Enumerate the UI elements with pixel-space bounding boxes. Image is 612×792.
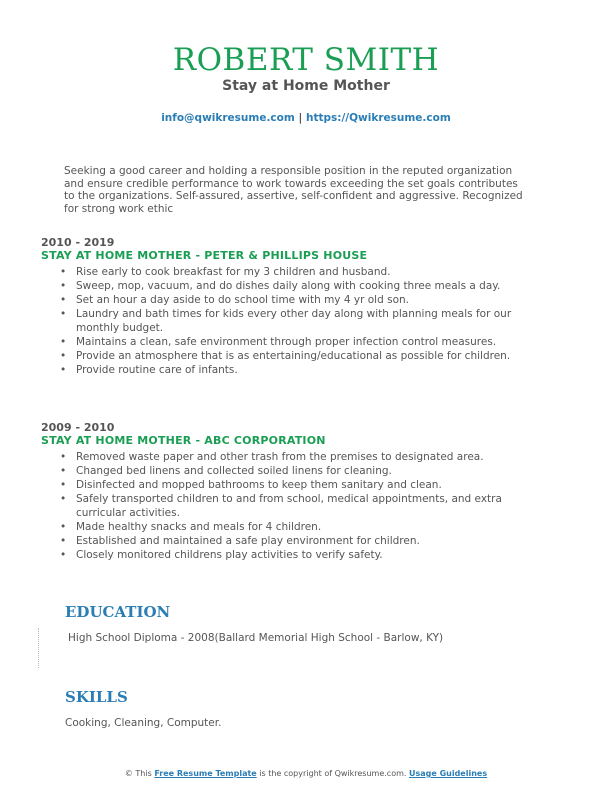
footer	[0, 769, 612, 778]
footer-prefix: © This	[124, 769, 152, 778]
email-link[interactable]: info@qwikresume.com	[161, 112, 295, 124]
contact-separator: |	[298, 112, 303, 124]
bullet-item: • Rise early to cook breakfast for my 3 children and husband.	[76, 265, 526, 279]
skills-heading: SKILLS	[65, 688, 128, 706]
experience-entry-2	[41, 421, 541, 562]
footer-copyright: is the copyright of Qwikresume.com.	[259, 769, 407, 778]
bullet-item: • Maintains a clean, safe environment through proper infection control measures.	[76, 335, 526, 349]
bullet-item: • Established and maintained a safe play environment for children.	[76, 534, 526, 548]
education-entry: High School Diploma - 2008(Ballard Memorial High School - Barlow, KY)	[68, 632, 444, 644]
bullet-item: • Removed waste paper and other trash from the premises to designated area.	[76, 450, 526, 464]
usage-guidelines-link[interactable]: Usage Guidelines	[408, 769, 488, 778]
website-link[interactable]: https://Qwikresume.com	[305, 112, 451, 124]
summary-text: Seeking a good career and holding a responsible position in the reputed organization and ensure credible performance to work towards exceeding the set goals contributes to the organizations. Self-assured, assertive, self-confident and aggressive. Recognized for strong work ethic	[64, 165, 523, 215]
experience-entry-1	[41, 236, 541, 377]
section-divider	[38, 628, 39, 668]
experience-bullets	[41, 450, 541, 562]
bullet-item: • Sweep, mop, vacuum, and do dishes daily along with cooking three meals a day.	[76, 279, 526, 293]
experience-bullets	[41, 265, 541, 377]
bullet-item: • Provide an atmosphere that is as entertaining/educational as possible for children.	[76, 349, 526, 363]
free-resume-template-link[interactable]: Free Resume Template	[154, 769, 257, 778]
bullet-item: • Provide routine care of infants.	[76, 363, 526, 377]
education-heading: EDUCATION	[65, 603, 171, 621]
skills-text: Cooking, Cleaning, Computer.	[65, 717, 222, 729]
bullet-item: • Safely transported children to and from school, medical appointments, and extra curricular activities.	[76, 492, 526, 520]
experience-dates: 2009 - 2010	[41, 421, 115, 434]
bullet-item: • Laundry and bath times for kids every other day along with planning meals for our monthly budget.	[76, 307, 526, 335]
experience-dates: 2010 - 2019	[41, 236, 115, 249]
bullet-item: • Disinfected and mopped bathrooms to keep them sanitary and clean.	[76, 478, 526, 492]
experience-title: STAY AT HOME MOTHER - ABC CORPORATION	[41, 434, 326, 447]
contact-line	[0, 112, 612, 124]
bullet-item: • Closely monitored childrens play activities to verify safety.	[76, 548, 526, 562]
bullet-item: • Set an hour a day aside to do school time with my 4 yr old son.	[76, 293, 526, 307]
job-title: Stay at Home Mother	[222, 78, 390, 94]
bullet-item: • Made healthy snacks and meals for 4 children.	[76, 520, 526, 534]
bullet-item: • Changed bed linens and collected soiled linens for cleaning.	[76, 464, 526, 478]
experience-title: STAY AT HOME MOTHER - PETER & PHILLIPS HOUSE	[41, 249, 368, 262]
candidate-name: ROBERT SMITH	[172, 42, 440, 78]
